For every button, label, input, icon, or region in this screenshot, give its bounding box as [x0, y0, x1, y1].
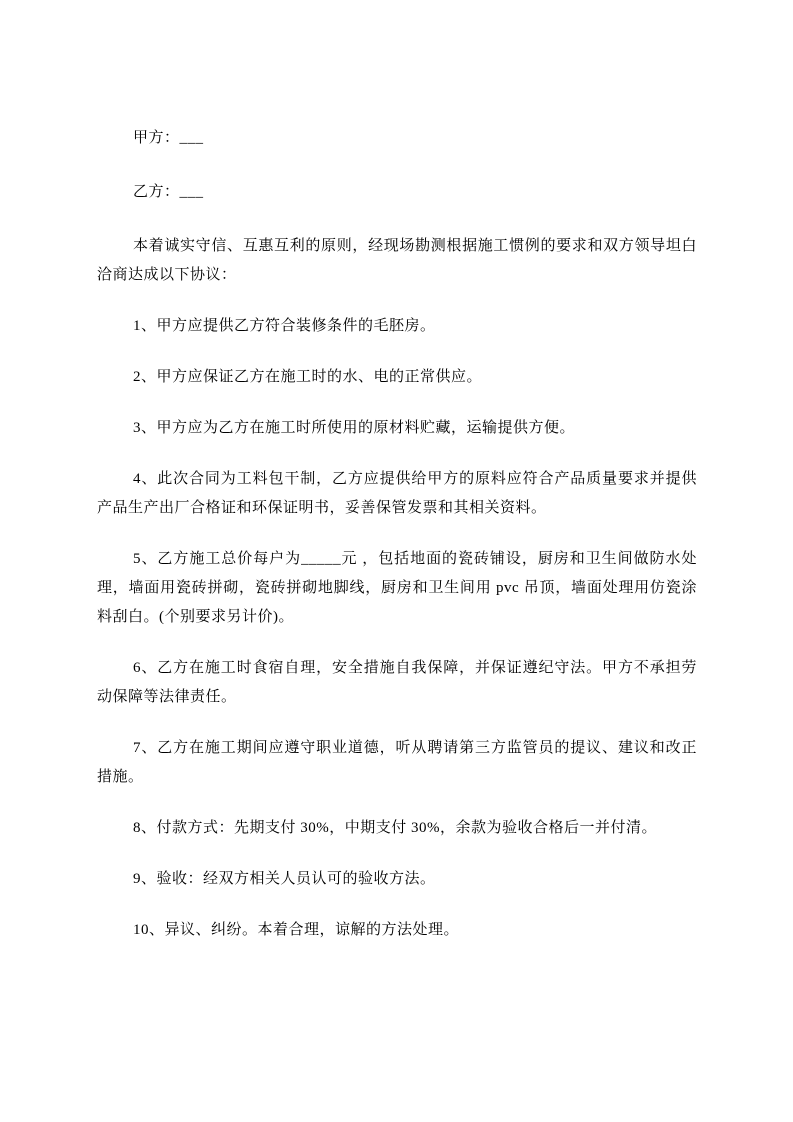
clause-3: 3、甲方应为乙方在施工时所使用的原材料贮藏，运输提供方便。 [133, 420, 576, 436]
clause-6: 6、乙方在施工时食宿自理，安全措施自我保障，并保证遵纪守法。甲方不承担劳动保障等法律责任。 [97, 660, 697, 705]
clause-4: 4、此次合同为工料包干制，乙方应提供给甲方的原料应符合产品质量要求并提供产品生产出厂合格证和环保证明书，妥善保管发票和其相关资料。 [97, 471, 697, 516]
intro-paragraph: 本着诚实守信、互惠互利的原则，经现场勘测根据施工惯例的要求和双方领导坦白洽商达成以下协议： [97, 238, 697, 283]
clause-2: 2、甲方应保证乙方在施工时的水、电的正常供应。 [133, 369, 483, 385]
party-a-line: 甲方：___ [133, 130, 204, 146]
clause-1: 1、甲方应提供乙方符合装修条件的毛胚房。 [133, 318, 436, 334]
clause-5: 5、乙方施工总价每户为_____元 ，包括地面的瓷砖铺设，厨房和卫生间做防水处理，墙面用瓷砖拼砌，瓷砖拼砌地脚线，厨房和卫生间用 pvc 吊顶，墙面处理用仿瓷涂料刮白。(个别要求另计价)。 [97, 551, 697, 625]
clause-10: 10、异议、纠纷。本着合理，谅解的方法处理。 [133, 922, 460, 938]
clause-7: 7、乙方在施工期间应遵守职业道德，听从聘请第三方监管员的提议、建议和改正措施。 [97, 740, 697, 785]
clause-8: 8、付款方式：先期支付 30%，中期支付 30%，余款为验收合格后一并付清。 [133, 820, 657, 836]
party-b-line: 乙方：___ [133, 184, 204, 200]
clause-9: 9、验收：经双方相关人员认可的验收方法。 [133, 871, 436, 887]
